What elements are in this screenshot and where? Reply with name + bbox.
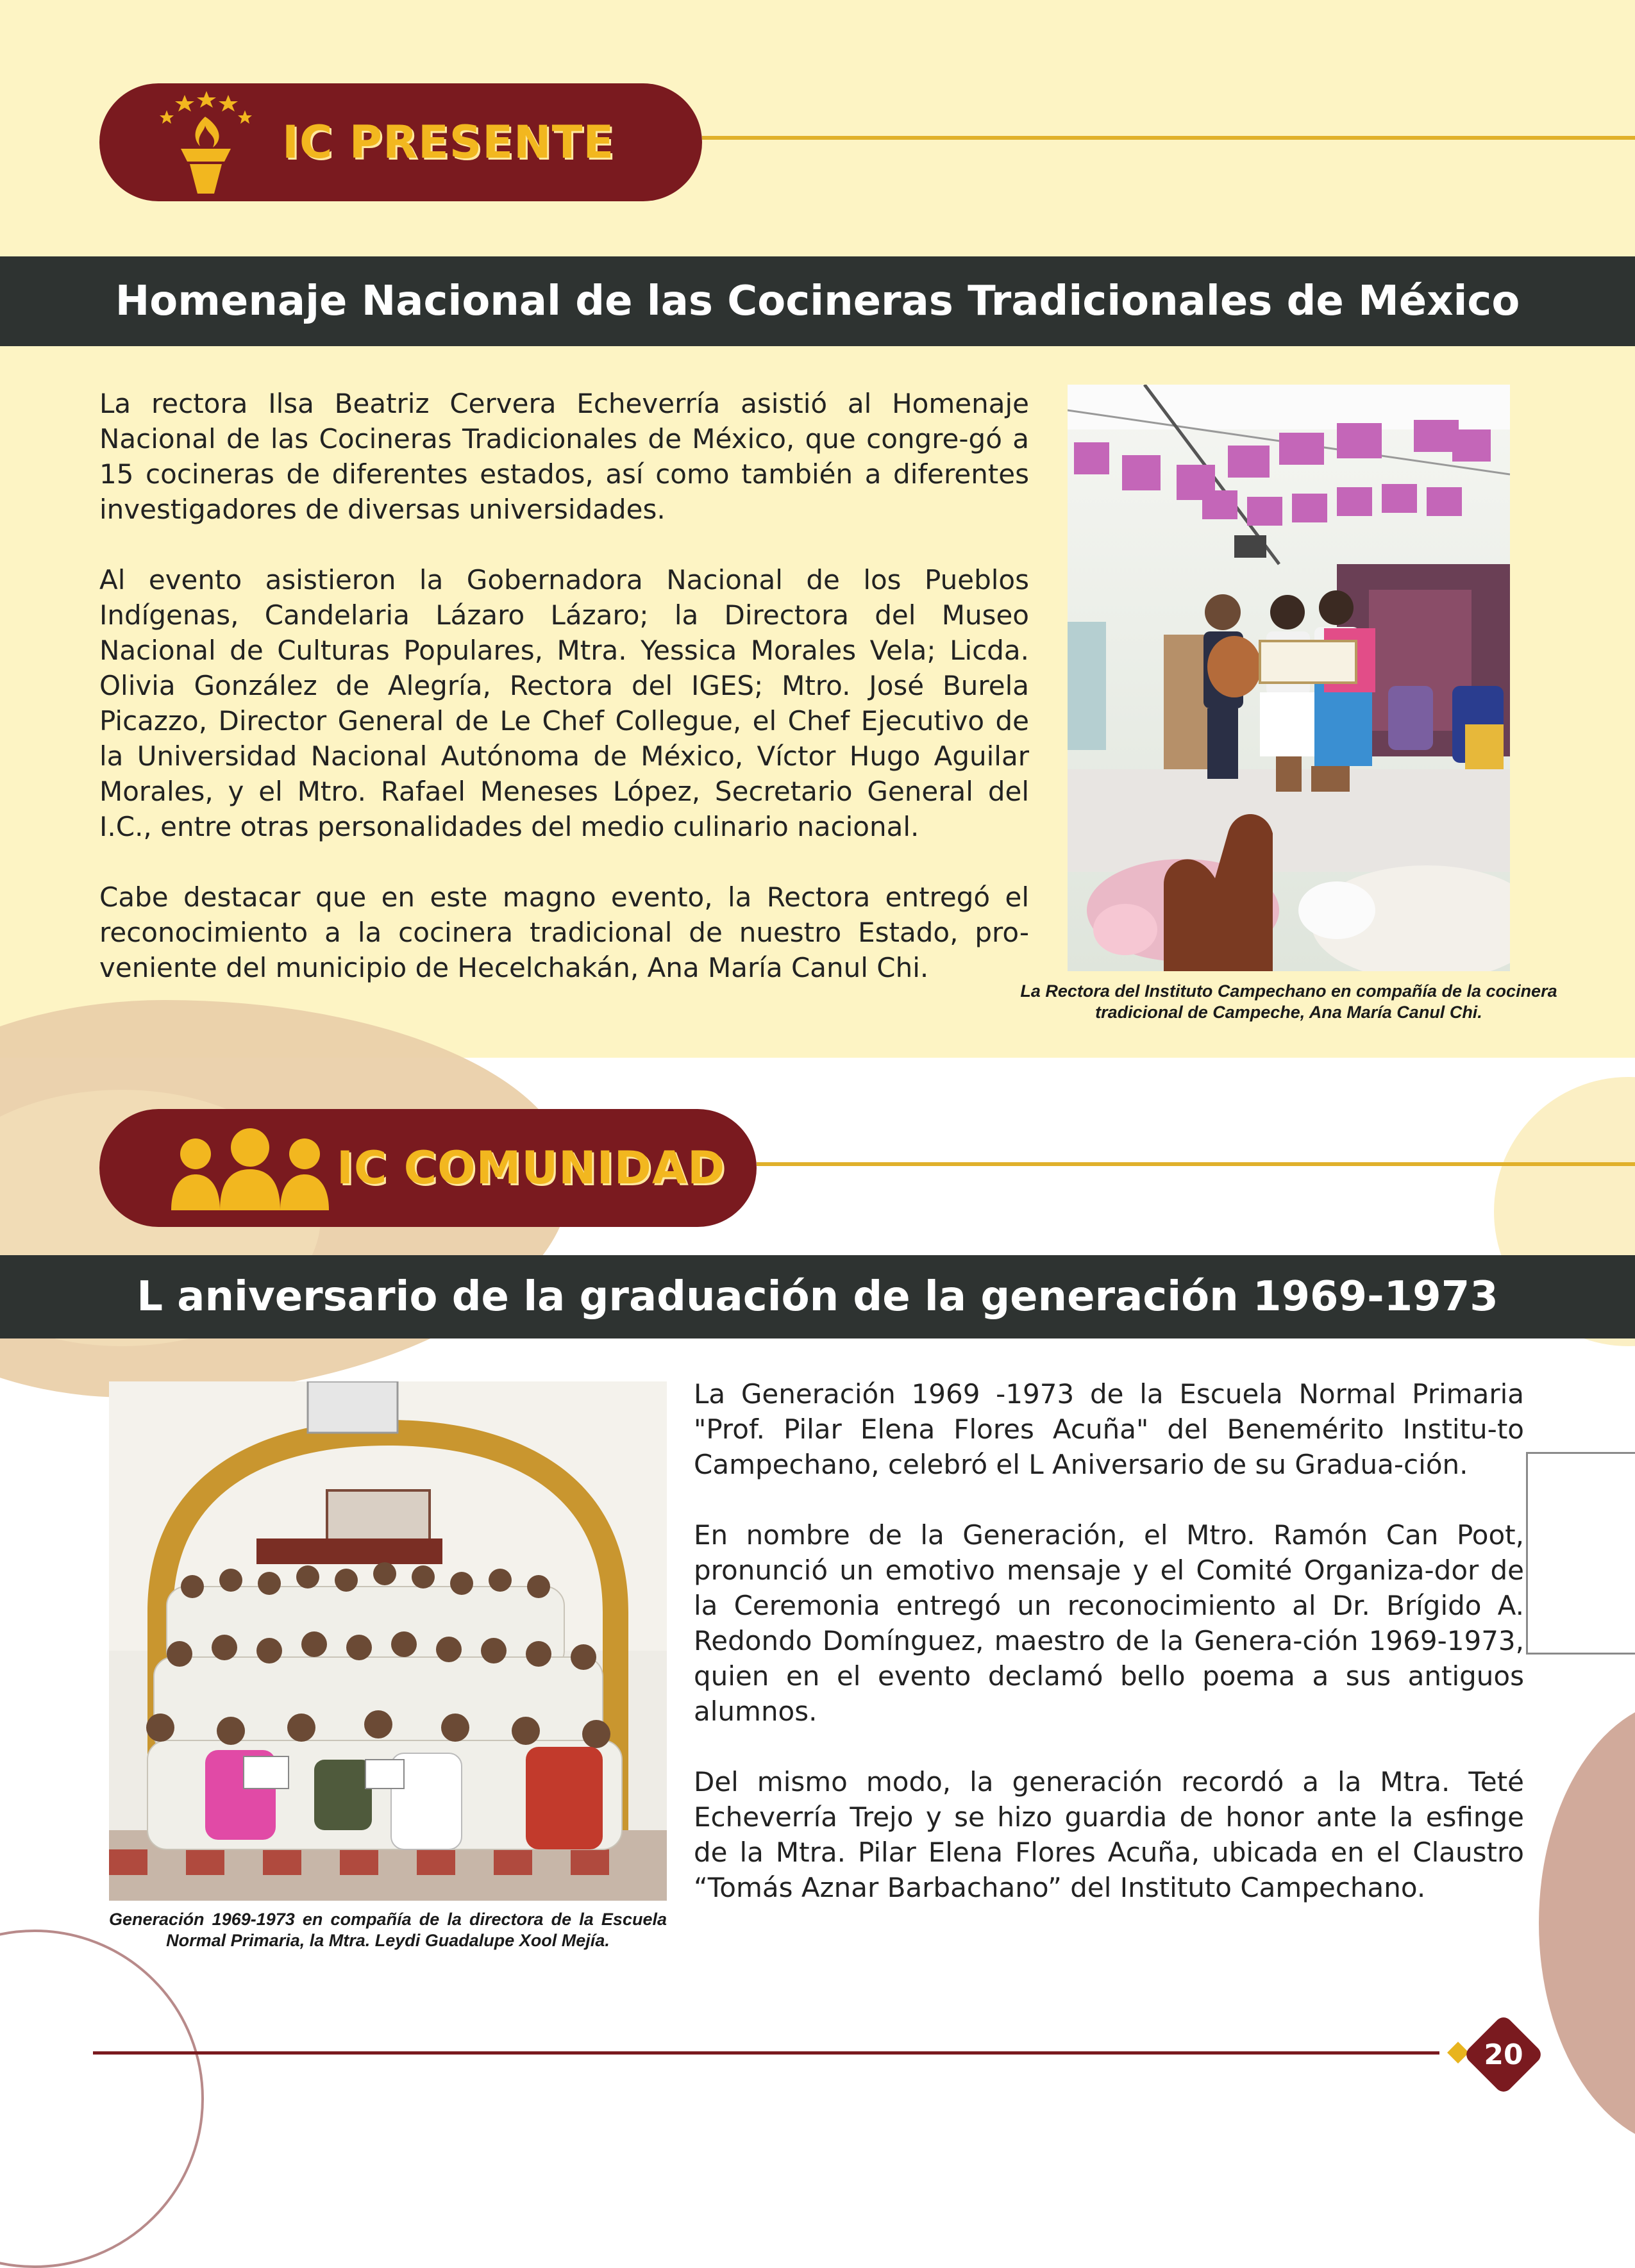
decorative-frame: [1526, 1452, 1635, 1655]
section-label-pill: [99, 83, 702, 201]
article-body: [694, 1376, 1524, 1905]
paragraph: Cabe destacar que en este magno evento, la Rectora entregó el reconocimiento a la cocinera tradicional de nuestro Estado, pro-veniente del municipio de Hecelchakán, Ana María Canul Chi.: [99, 881, 1029, 983]
decorative-circle: [0, 1930, 204, 2268]
decorative-blob: [1539, 1699, 1635, 2147]
paragraph: Del mismo modo, la generación recordó a la Mtra. Teté Echeverría Trejo y se hizo guardia de honor ante la esfinge de la Mtra. Pilar Elena Flores Acuña, ubicada en el Claustro “Tomás Aznar Barbachano” del Instituto Campechano.: [694, 1766, 1524, 1903]
divider-line: [757, 1162, 1635, 1166]
section-label: IC COMUNIDAD: [337, 1142, 726, 1194]
group-photo: [109, 1381, 667, 1901]
headline: L aniversario de la graduación de la generación 1969-1973: [137, 1273, 1498, 1321]
article-body: [99, 386, 1029, 985]
section-label: IC PRESENTE: [282, 116, 615, 169]
paragraph: Al evento asistieron la Gobernadora Nacional de los Pueblos Indígenas, Candelaria Lázaro Lázaro; la Directora del Museo Nacional de Culturas Populares, Mtra. Yessica Morales Vela; Licda. Olivia González de Alegría, Rectora del IGES; Mtro. José Burela Picazzo, Director General de Le Chef Collegue, el Chef Ejecutivo de la Universidad Nacional Autónoma de México, Víctor Hugo Aguilar Morales, y el Mtro. Rafael Meneses López, Secretario General del I.C., entre otras personalidades del medio culinario nacional.: [99, 564, 1029, 842]
torch-icon: [154, 90, 256, 199]
divider-line: [702, 136, 1635, 140]
page-number: 20: [1484, 2038, 1523, 2071]
paragraph: La rectora Ilsa Beatriz Cervera Echeverría asistió al Homenaje Nacional de las Cocineras Tradicionales de México, que congre-gó a 15 cocineras de diferentes estados, así como también a diferentes investigadores de diversas universidades.: [99, 388, 1029, 525]
headline-bar: [0, 256, 1635, 346]
photo-caption: Generación 1969-1973 en compañía de la directora de la Escuela Normal Primaria, la Mtra. Leydi Guadalupe Xool Mejía.: [109, 1910, 667, 1950]
photo-caption: La Rectora del Instituto Campechano en compañía de la cocinera tradicional de Campeche, Ana María Canul Chi.: [1020, 981, 1557, 1022]
paragraph: En nombre de la Generación, el Mtro. Ramón Can Poot, pronunció un emotivo mensaje y el Comité Organiza-dor de la Ceremonia entregó un reconocimiento al Dr. Brígido A. Redondo Domínguez, maestro de la Genera-ción 1969-1973, quien en el evento declamó bello poema a sus antiguos alumnos.: [694, 1519, 1524, 1727]
headline-bar: [0, 1255, 1635, 1338]
footer-rule: [93, 2051, 1439, 2055]
people-group-icon: [170, 1128, 330, 1212]
section-label-pill: [99, 1109, 757, 1227]
paragraph: La Generación 1969 -1973 de la Escuela Normal Primaria "Prof. Pilar Elena Flores Acuña" del Benemérito Institu-to Campechano, celebró el L Aniversario de su Gradua-ción.: [694, 1378, 1524, 1480]
headline: Homenaje Nacional de las Cocineras Tradicionales de México: [115, 278, 1520, 325]
event-photo: [1068, 385, 1510, 971]
